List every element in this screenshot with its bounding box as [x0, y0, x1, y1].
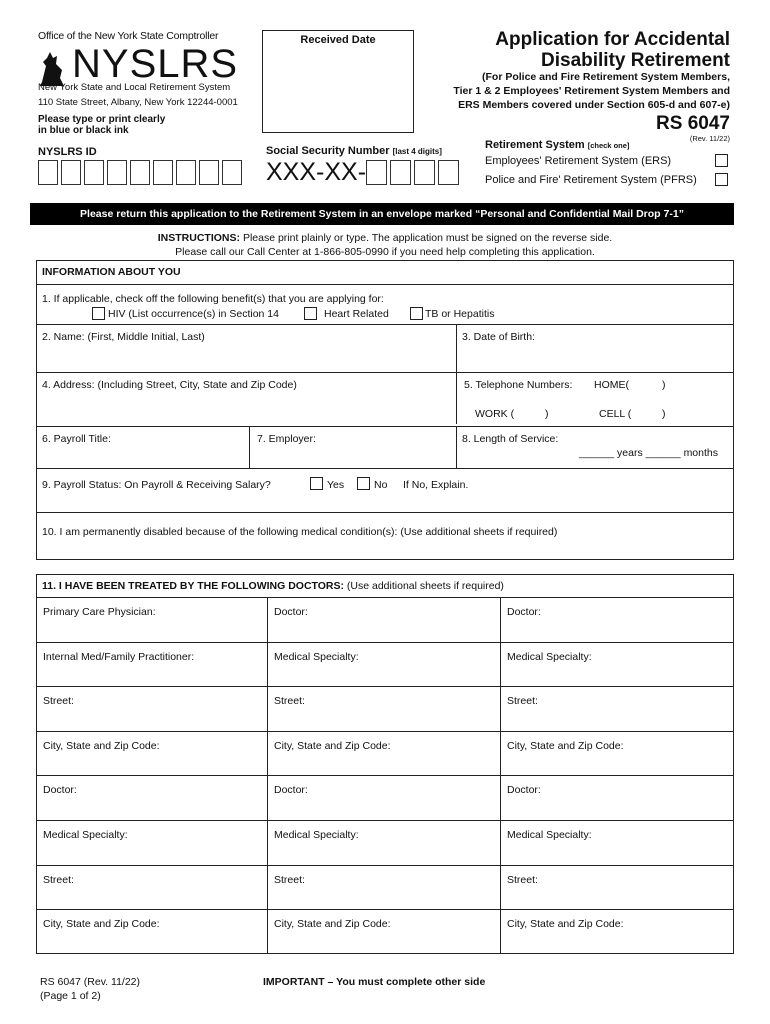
work-phone-label: WORK (: [475, 408, 515, 420]
doctor-cell-label: Medical Specialty:: [43, 829, 128, 841]
home-phone-field[interactable]: [636, 376, 660, 392]
q6-payroll-title-label: 6. Payroll Title:: [42, 433, 111, 445]
tb-label: TB or Hepatitis: [425, 308, 495, 320]
cell-phone-label: CELL (: [599, 408, 632, 420]
payroll-no-label: No: [374, 479, 388, 491]
payroll-no-checkbox[interactable]: [357, 477, 370, 490]
doctor-cell[interactable]: [268, 778, 500, 819]
system-name: New York State and Local Retirement System: [38, 82, 231, 93]
doctor-cell-label: Doctor:: [274, 606, 308, 618]
dob-field[interactable]: [457, 345, 732, 370]
q9-payroll-status-label: 9. Payroll Status: On Payroll & Receiving Salary?: [42, 479, 271, 491]
print-note-2: in blue or black ink: [38, 125, 129, 136]
doctor-cell[interactable]: [268, 689, 500, 730]
subtitle-2: Tier 1 & 2 Employees' Retirement System Members and: [453, 85, 730, 97]
doctor-cell[interactable]: [501, 734, 733, 775]
doctor-cell-label: Street:: [274, 695, 305, 707]
doctor-cell-label: Street:: [274, 874, 305, 886]
doctor-cell[interactable]: [501, 645, 733, 686]
hiv-checkbox[interactable]: [92, 307, 105, 320]
doctor-cell[interactable]: [37, 823, 267, 864]
doctor-cell[interactable]: [37, 645, 267, 686]
work-phone-field[interactable]: [518, 405, 543, 421]
doctor-cell-label: City, State and Zip Code:: [507, 740, 624, 752]
office-line: Office of the New York State Comptroller: [38, 30, 219, 42]
doctor-cell-label: Doctor:: [507, 606, 541, 618]
nyslrs-id-label: NYSLRS ID: [38, 146, 97, 158]
instructions-line1: INSTRUCTIONS: Please print plainly or type. The application must be signed on the reverse side.: [157, 232, 613, 244]
return-banner: Please return this application to the Retirement System in an envelope marked “Personal and Confidential Mail Drop 7-1”: [30, 203, 734, 225]
doctor-cell-label: Medical Specialty:: [507, 829, 592, 841]
doctor-cell[interactable]: [268, 912, 500, 953]
payroll-title-field[interactable]: [37, 447, 247, 465]
doctor-cell[interactable]: [268, 645, 500, 686]
revision: (Rev. 11/22): [689, 134, 730, 143]
cell-phone-close: ): [662, 408, 666, 420]
doctor-cell-label: City, State and Zip Code:: [43, 740, 160, 752]
payroll-yes-label: Yes: [327, 479, 345, 491]
address-field[interactable]: [37, 394, 455, 424]
hiv-label: HIV (List occurrence(s) in Section 14: [108, 308, 279, 320]
doctors-heading: 11. I HAVE BEEN TREATED BY THE FOLLOWING DOCTORS: (Use additional sheets if required): [42, 580, 504, 592]
doctor-cell-label: Medical Specialty:: [274, 829, 359, 841]
ers-checkbox[interactable]: [715, 154, 728, 167]
q10-conditions-label: 10. I am permanently disabled because of the following medical condition(s): (Use additional sheets if required): [42, 526, 558, 538]
doctor-cell-label: City, State and Zip Code:: [43, 918, 160, 930]
doctor-cell[interactable]: [501, 600, 733, 641]
doctor-cell-label: Doctor:: [507, 784, 541, 796]
q2-name-label: 2. Name: (First, Middle Initial, Last): [42, 331, 205, 343]
doctor-cell[interactable]: [501, 912, 733, 953]
doctor-cell[interactable]: [37, 689, 267, 730]
subtitle-3: ERS Members covered under Section 605-d and 607-e): [458, 99, 730, 111]
form-title-line1: Application for Accidental: [495, 29, 730, 50]
doctor-cell-label: Medical Specialty:: [507, 651, 592, 663]
form-title-line2: Disability Retirement: [541, 50, 730, 71]
payroll-explain-label: If No, Explain.: [403, 479, 469, 491]
q7-employer-label: 7. Employer:: [257, 433, 316, 445]
print-note-1: Please type or print clearly: [38, 114, 166, 125]
doctor-cell[interactable]: [501, 778, 733, 819]
work-phone-close: ): [545, 408, 549, 420]
doctor-cell[interactable]: [37, 868, 267, 909]
pfrs-option-label: Police and Fire' Retirement System (PFRS): [485, 174, 697, 186]
doctor-cell[interactable]: [268, 868, 500, 909]
doctor-cell[interactable]: [37, 734, 267, 775]
home-phone-label: HOME(: [594, 379, 629, 391]
cell-phone-field[interactable]: [634, 405, 660, 421]
received-date-label: Received Date: [300, 34, 376, 46]
doctor-cell[interactable]: [37, 912, 267, 953]
form-number: RS 6047: [656, 113, 730, 134]
doctor-cell-label: Doctor:: [43, 784, 77, 796]
system-address: 110 State Street, Albany, New York 12244-0001: [38, 97, 238, 108]
doctor-cell-label: Primary Care Physician:: [43, 606, 156, 618]
doctor-cell-label: Medical Specialty:: [274, 651, 359, 663]
doctor-cell-label: Street:: [507, 695, 538, 707]
retirement-system-label: Retirement System [check one]: [485, 139, 630, 151]
footer-form-rev: RS 6047 (Rev. 11/22): [40, 976, 140, 988]
payroll-explain-field[interactable]: [480, 474, 730, 494]
subtitle-1: (For Police and Fire Retirement System Members,: [482, 71, 730, 83]
ers-option-label: Employees' Retirement System (ERS): [485, 155, 672, 167]
doctor-cell[interactable]: [501, 689, 733, 730]
service-years-months[interactable]: ______ years ______ months: [579, 447, 718, 459]
ssn-label: Social Security Number [last 4 digits]: [266, 145, 442, 157]
heart-checkbox[interactable]: [304, 307, 317, 320]
tb-checkbox[interactable]: [410, 307, 423, 320]
doctor-cell[interactable]: [501, 823, 733, 864]
home-phone-close: ): [662, 379, 666, 391]
doctor-cell-label: Street:: [43, 695, 74, 707]
footer-page: (Page 1 of 2): [40, 990, 101, 1002]
info-heading: INFORMATION ABOUT YOU: [42, 266, 181, 278]
heart-label: Heart Related: [324, 308, 389, 320]
q1-label: 1. If applicable, check off the following benefit(s) that you are applying for:: [42, 293, 384, 305]
logo-text: NYSLRS: [72, 42, 239, 86]
footer-important: IMPORTANT – You must complete other side: [263, 976, 486, 988]
doctor-cell-label: Street:: [507, 874, 538, 886]
doctor-cell-label: Doctor:: [274, 784, 308, 796]
doctor-cell[interactable]: [268, 823, 500, 864]
conditions-field[interactable]: [37, 540, 732, 558]
doctor-cell[interactable]: [268, 600, 500, 641]
ssn-prefix: XXX-XX-: [266, 158, 367, 186]
doctor-cell-label: Internal Med/Family Practitioner:: [43, 651, 195, 663]
q3-dob-label: 3. Date of Birth:: [462, 331, 535, 343]
q4-address-label: 4. Address: (Including Street, City, State and Zip Code): [42, 379, 297, 391]
doctor-cell[interactable]: [501, 868, 733, 909]
payroll-yes-checkbox[interactable]: [310, 477, 323, 490]
doctor-cell[interactable]: [37, 600, 267, 641]
pfrs-checkbox[interactable]: [715, 173, 728, 186]
q8-service-label: 8. Length of Service:: [462, 433, 559, 445]
nyslrs-id-input[interactable]: [38, 160, 245, 185]
doctor-cell-label: City, State and Zip Code:: [507, 918, 624, 930]
name-field[interactable]: [37, 345, 455, 370]
received-date-box[interactable]: [262, 30, 414, 133]
doctor-cell[interactable]: [37, 778, 267, 819]
doctor-cell-label: Street:: [43, 874, 74, 886]
employer-field[interactable]: [250, 447, 455, 465]
instructions-line2: Please call our Call Center at 1-866-805-0990 if you need help completing this application.: [175, 246, 595, 258]
q5-phone-label: 5. Telephone Numbers:: [464, 379, 573, 391]
doctor-cell[interactable]: [268, 734, 500, 775]
doctor-cell-label: City, State and Zip Code:: [274, 740, 391, 752]
ssn-input[interactable]: [266, 158, 462, 187]
doctor-cell-label: City, State and Zip Code:: [274, 918, 391, 930]
